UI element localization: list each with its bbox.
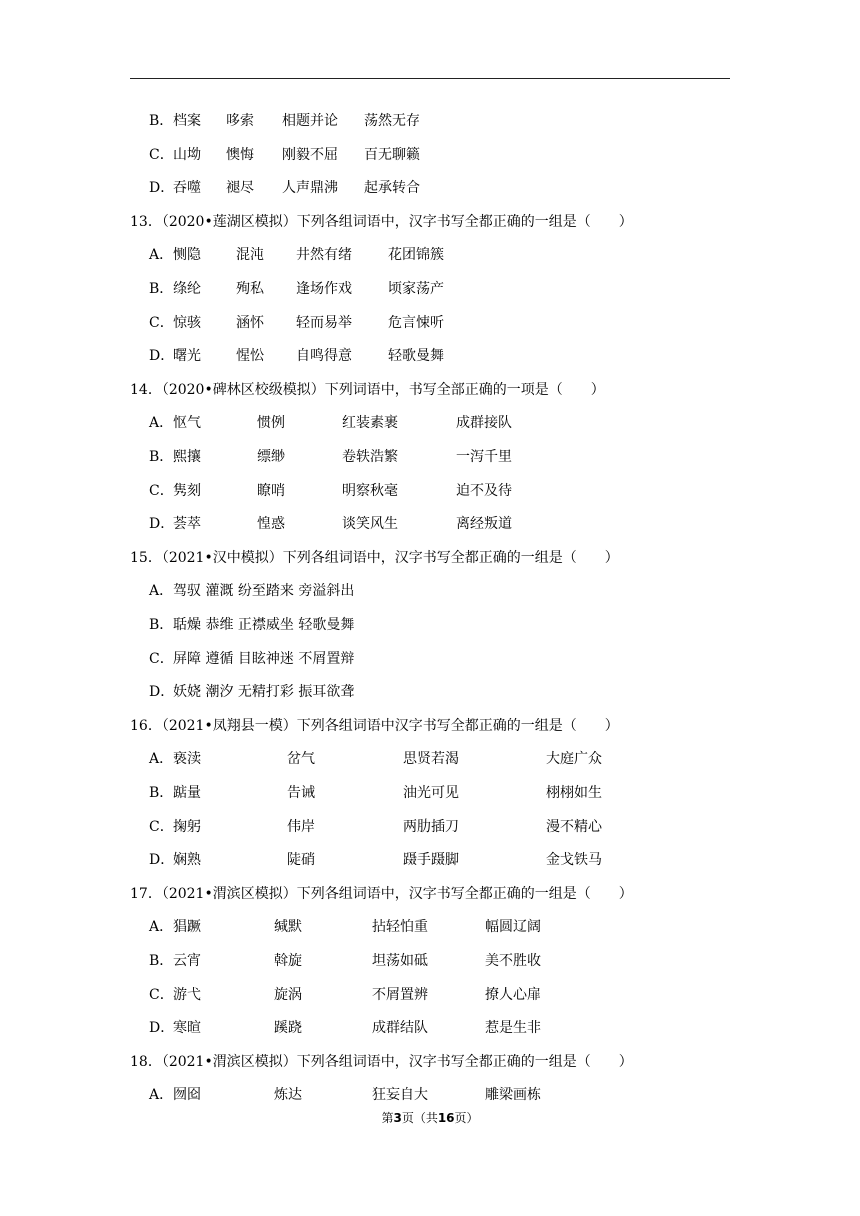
option-word: 目眩神迷 [237,650,294,667]
option-label: A． [149,583,174,600]
option-word: 拈轻怕重 [372,919,428,936]
option-word: 懊悔 [226,146,254,163]
option-word: 陡硝 [287,852,315,869]
option-label: D． [149,852,175,869]
option-word: 掬躬 [173,818,201,835]
option-word: 撩人心扉 [485,986,541,1003]
option-label: C． [149,314,174,331]
question-text: （2021•凤翔县一模）下列各组词语中汉字书写全都正确的一组是（ ） [161,717,619,734]
option-word: 明察秋毫 [342,482,398,499]
option-word: 旁溢斜出 [298,583,355,600]
option-word: 正襟威坐 [237,617,294,633]
option-word: 缄默 [274,919,302,936]
option-word: 惶惑 [257,516,285,533]
option-word: 游弋 [173,986,201,1003]
option-word: 绦纶 [173,281,201,297]
option-word: 惺忪 [236,348,264,365]
option-word: 恻隐 [173,247,201,264]
question-number: 16． [130,717,162,734]
option-label: C． [149,986,174,1003]
option-word: 成群结队 [372,1020,428,1037]
question-number: 15． [130,549,162,566]
option-word: 档案 [173,113,201,129]
option-word: 自鸣得意 [296,348,352,365]
option-label: A． [149,751,174,768]
option-word: 荟萃 [173,516,201,533]
option-word: 一泻千里 [456,449,512,465]
option-word: 曙光 [173,348,201,365]
option-word: 狂妄自大 [372,1087,428,1104]
option-label: A． [149,919,174,936]
option-word: 斡旋 [274,953,302,969]
option-word: 轻歌曼舞 [388,348,444,365]
page-footer [0,1110,860,1126]
option-word: 吞噬 [173,180,201,197]
option-label: C． [149,482,174,499]
question-text: （2020•莲湖区模拟）下列各组词语中，汉字书写全都正确的一组是（ ） [161,213,633,230]
option-word: 坦荡如砥 [372,953,428,969]
option-word: 告诫 [287,785,315,801]
option-word: 岔气 [287,751,315,768]
option-label: B． [149,113,174,129]
option-word: 百无聊籁 [364,146,420,163]
option-label: D． [149,516,175,533]
question-stem [130,883,633,905]
option-word: 思贤若渴 [403,751,459,768]
question-stem [130,211,633,233]
option-word: 红装素裹 [342,415,398,432]
option-word: 振耳欲聋 [298,684,355,701]
option-word: 猖蹶 [173,919,201,936]
option-label: C． [149,650,174,667]
question-text: （2021•汉中模拟）下列各组词语中，汉字书写全都正确的一组是（ ） [161,549,619,566]
option-word: 逢场作戏 [296,281,352,297]
option-word: 屏障 [173,650,201,667]
option-label: B． [149,449,174,465]
option-word: 大庭广众 [546,751,602,768]
option-word: 刚毅不屈 [282,146,338,163]
option-word: 花团锦簇 [388,247,444,264]
option-word: 顷家荡产 [388,281,444,297]
option-word: 井然有绪 [296,247,352,264]
option-word: 旋涡 [274,986,302,1003]
option-word: 轻歌曼舞 [298,617,355,633]
question-stem [130,547,619,569]
option-word: 相题并论 [282,113,338,129]
option-label: D． [149,684,175,701]
option-word: 美不胜收 [485,953,541,969]
footer-prefix: 第 [381,1111,394,1125]
option-word: 危言悚听 [388,314,444,331]
option-word: 金戈铁马 [546,852,602,869]
option-word: 混沌 [236,247,264,264]
option-word: 惊骇 [173,314,201,331]
option-word: 囫囵 [173,1087,201,1104]
question-text: （2020•碑林区校级模拟）下列词语中，书写全部正确的一项是（ ） [161,381,605,398]
option-word: 惹是生非 [485,1020,541,1037]
option-word: 炼达 [274,1087,302,1104]
question-number: 18． [130,1053,162,1070]
option-label: A． [149,1087,174,1104]
footer-middle: 页（共 [401,1111,438,1125]
option-word: 幅圆辽阔 [485,919,541,936]
option-word: 遵循 [205,650,234,667]
option-word: 寒暄 [173,1020,201,1037]
option-word: 两肋插刀 [403,818,459,835]
option-word: 灌溉 [205,583,234,600]
current-page-number: 3 [393,1111,402,1125]
option-label: D． [149,348,175,365]
question-stem [130,715,619,737]
option-word: 不屑置辨 [372,986,428,1003]
option-word: 蹊跷 [274,1020,302,1037]
question-number: 14． [130,381,162,398]
option-word: 瞭哨 [257,482,285,499]
option-label: D． [149,1020,175,1037]
header-rule [130,78,730,79]
option-word: 栩栩如生 [546,785,602,801]
option-label: A． [149,415,174,432]
option-word: 恭维 [205,617,234,633]
question-text: （2021•渭滨区模拟）下列各组词语中，汉字书写全都正确的一组是（ ） [161,885,633,902]
option-word: 轻而易举 [296,314,352,331]
option-word: 纷至踏来 [237,583,294,600]
option-label: C． [149,146,174,163]
option-word: 不屑置辩 [298,650,355,667]
option-word: 熙攘 [173,449,201,465]
option-label: B． [149,281,174,297]
option-word: 伟岸 [287,818,315,835]
question-text: （2021•渭滨区模拟）下列各组词语中，汉字书写全都正确的一组是（ ） [161,1053,633,1070]
option-word: 隽刻 [173,482,201,499]
question-stem [130,379,605,401]
option-word: 起承转合 [364,180,420,197]
option-word: 怄气 [173,415,201,432]
question-number: 13． [130,213,162,230]
option-label: B． [149,785,174,801]
option-word: 妖娆 [173,684,201,701]
option-word: 人声鼎沸 [282,180,338,197]
option-word: 踮量 [173,785,201,801]
option-word: 驾驭 [173,583,201,600]
option-word: 涵怀 [236,314,264,331]
option-word: 哆索 [226,113,254,129]
option-word: 云宵 [173,953,201,969]
option-word: 卷轶浩繁 [342,449,398,465]
option-label: D． [149,180,175,197]
option-word: 谈笑风生 [342,516,398,533]
option-label: B． [149,617,174,633]
footer-suffix: 页） [454,1111,479,1125]
option-word: 油光可见 [403,785,459,801]
option-word: 蹑手蹑脚 [403,852,459,869]
option-word: 漫不精心 [546,818,602,835]
option-word: 娴熟 [173,852,201,869]
option-word: 山坳 [173,146,201,163]
option-word: 荡然无存 [364,113,420,129]
option-word: 殉私 [236,281,264,297]
option-word: 成群接队 [456,415,512,432]
option-word: 褪尽 [226,180,254,197]
option-word: 亵渎 [173,751,201,768]
total-page-number: 16 [437,1111,455,1125]
option-label: B． [149,953,174,969]
option-label: C． [149,818,174,835]
option-word: 离经叛道 [456,516,512,533]
option-word: 聒燥 [173,617,201,633]
question-stem [130,1051,633,1073]
option-word: 潮汐 [205,684,234,701]
option-word: 无精打彩 [237,684,294,701]
option-label: A． [149,247,174,264]
option-word: 缥缈 [257,449,285,465]
option-word: 雕梁画栋 [485,1087,541,1104]
question-number: 17． [130,885,162,902]
option-word: 迫不及待 [456,482,512,499]
option-word: 惯例 [257,415,285,432]
